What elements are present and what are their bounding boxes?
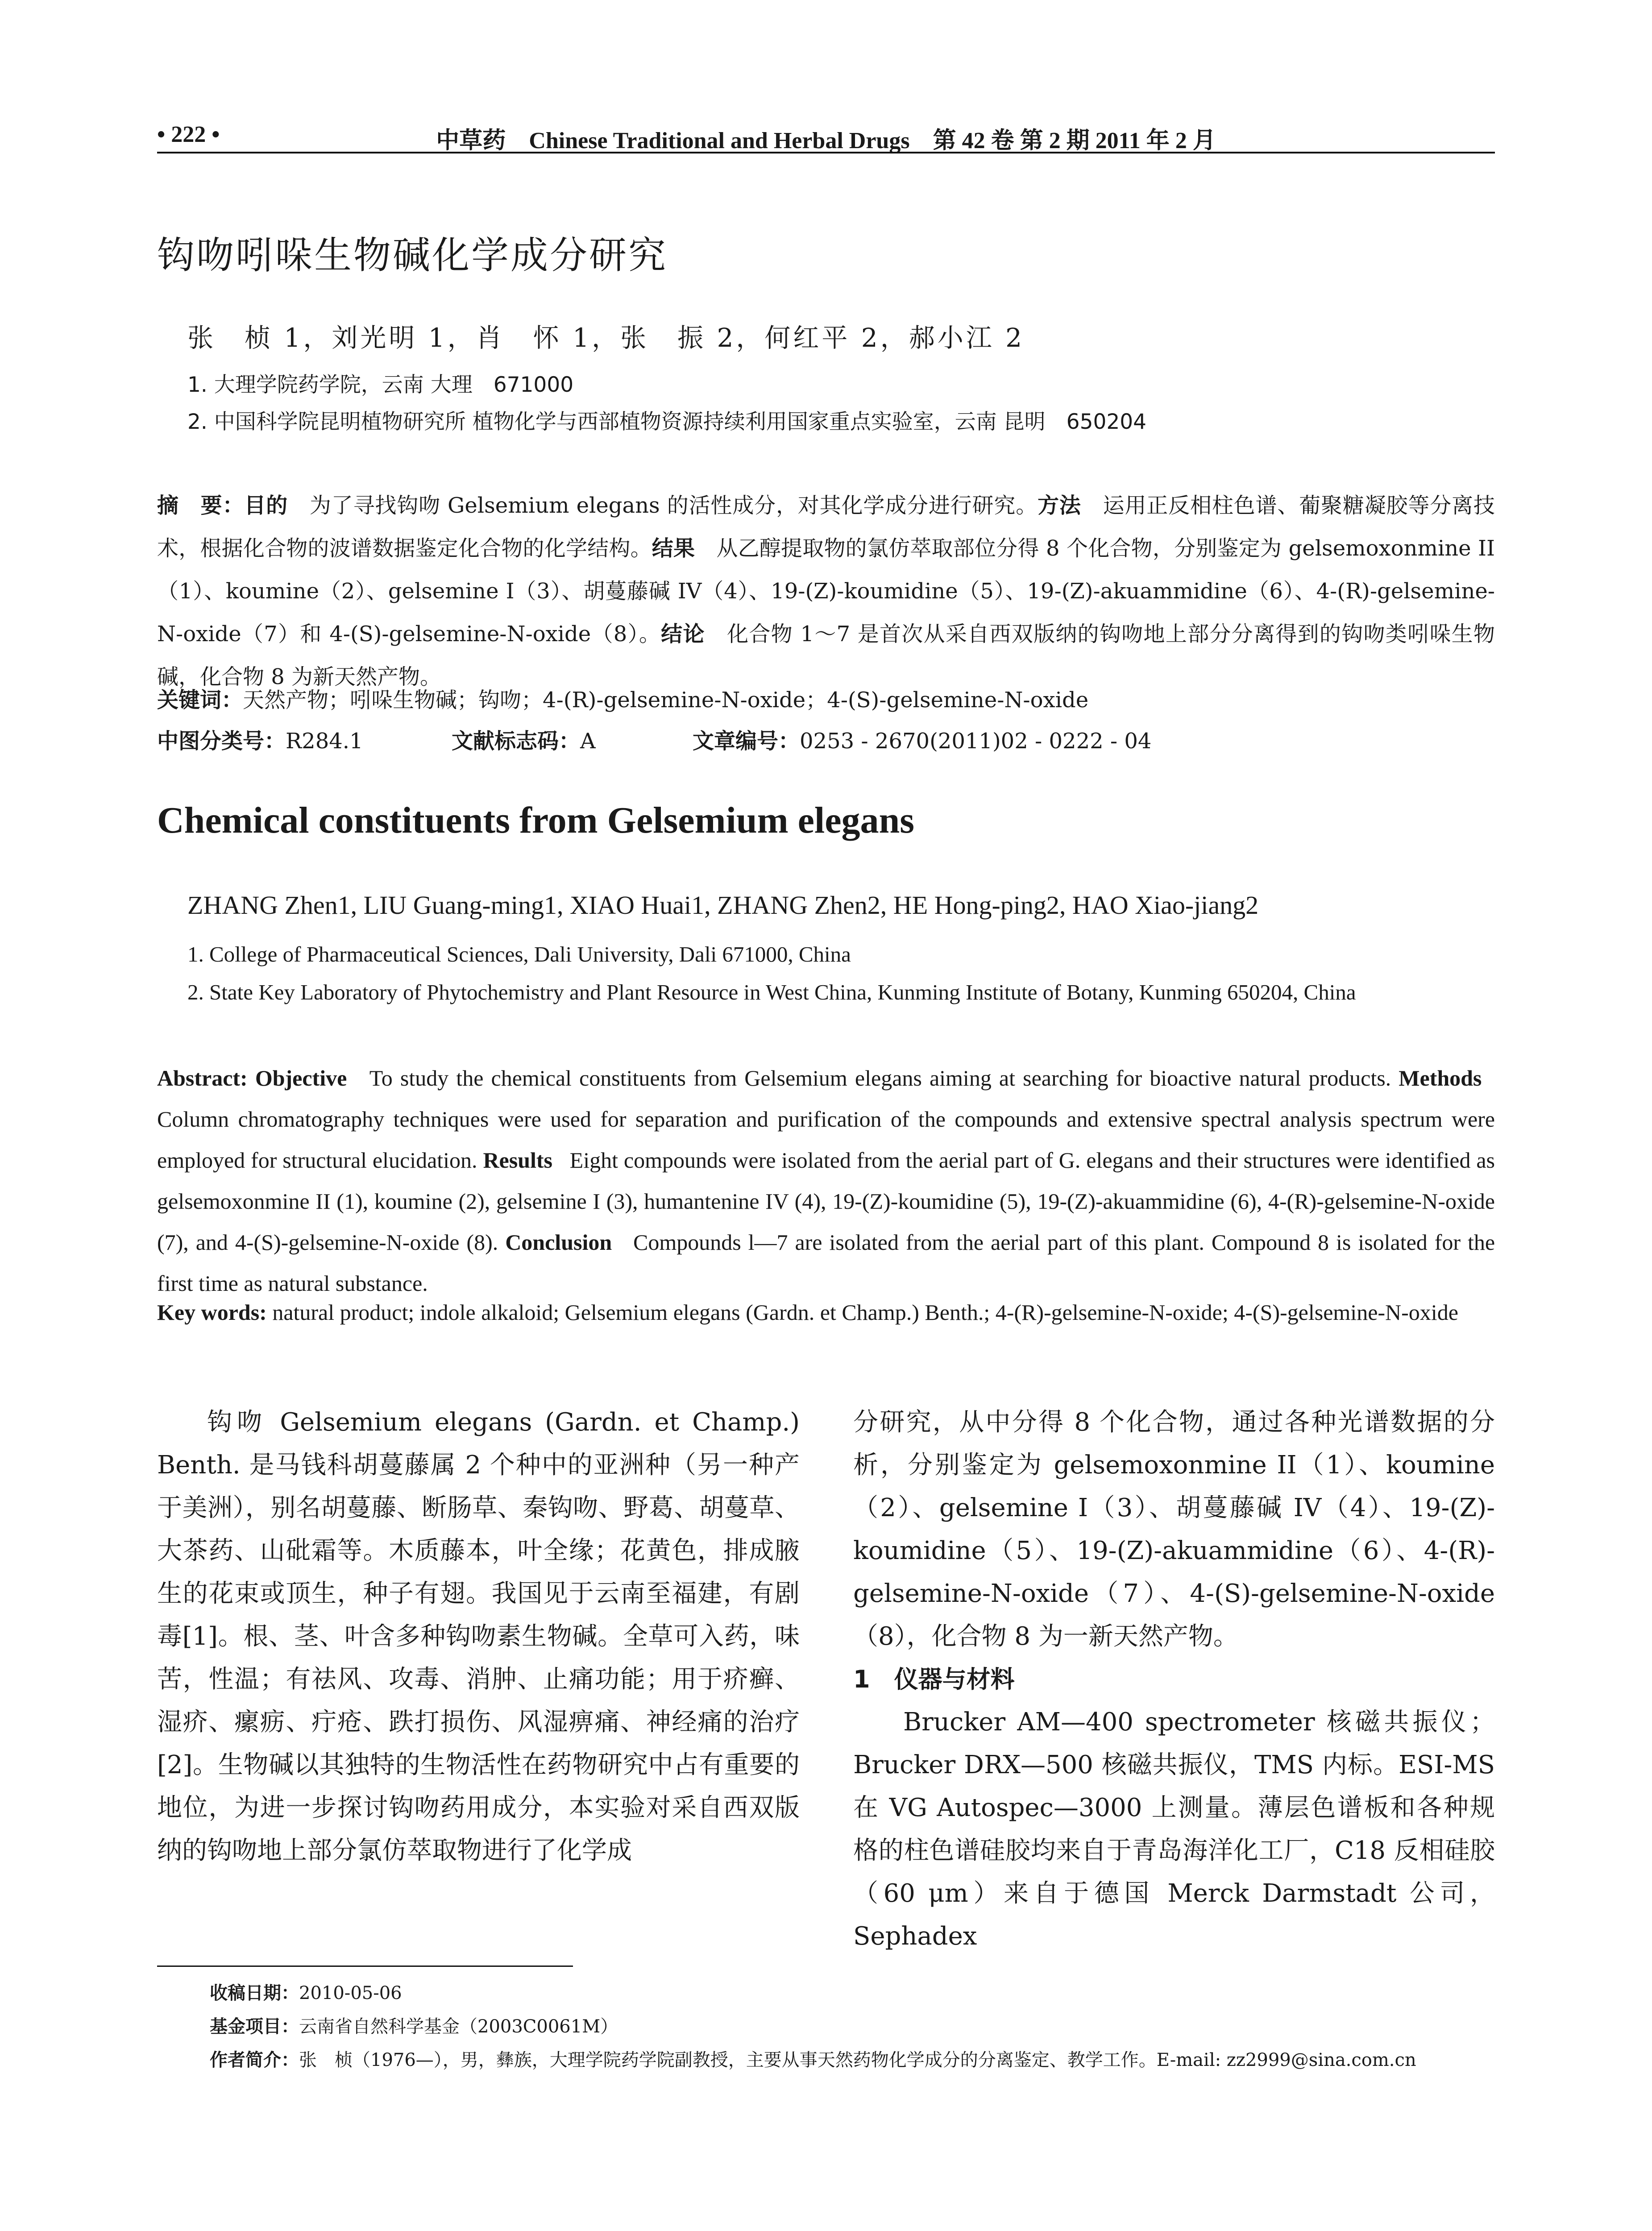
methods-label: 方法 (1038, 493, 1081, 518)
results-label: 结果 (652, 536, 695, 561)
keywords-label: 关键词： (157, 688, 243, 713)
chinese-affiliation-1: 1. 大理学院药学院，云南 大理 671000 (187, 373, 574, 397)
english-affiliation-2: 2. State Key Laboratory of Phytochemistry and Plant Resource in West China, Kunming Institute of Botany, Kunming 650204, China (187, 980, 1356, 1004)
body-column-left (157, 1401, 800, 1872)
en-keywords-label: Key words: (157, 1300, 267, 1325)
results-text: 从乙醇提取物的氯仿萃取部位分得 8 个化合物，分别鉴定为 gelsemoxonmine II（1）、koumine（2）、gelsemine I（3）、胡蔓藤碱 IV（4）、19-(Z)-koumidine（5）、19-(Z)-akuammidine（6）、4-(R)-gelsemine-N-oxide（7）和 4-(S)-gelsemine-N-oxide（8）。 (157, 536, 1495, 647)
keywords-text: 天然产物；吲哚生物碱；钩吻；4-(R)-gelsemine-N-oxide；4-(S)-gelsemine-N-oxide (243, 688, 1089, 713)
chinese-abstract (157, 484, 1495, 698)
objective-label: 目的 (244, 493, 288, 518)
footnote-fund (210, 2012, 618, 2038)
doc-code-label: 文献标志码： (452, 729, 581, 754)
clc-label: 中图分类号： (157, 729, 286, 754)
conclusion-label: 结论 (661, 622, 705, 647)
section-1-heading: 1 仪器与材料 (853, 1665, 1015, 1693)
english-keywords (157, 1292, 1495, 1333)
journal-citation: 中草药 Chinese Traditional and Herbal Drugs 第 42 卷 第 2 期 2011 年 2 月 (436, 128, 1216, 153)
author-bio-text: 张 桢（1976—），男，彝族，大理学院药学院副教授，主要从事天然药物化学成分的分离鉴定、教学工作。E-mail: zz2999@sina.com.cn (299, 2050, 1416, 2070)
en-keywords-text: natural product; indole alkaloid; Gelsemium elegans (Gardn. et Champ.) Benth.; 4-(R)-gelsemine-N-oxide; 4-(S)-gelsemine-N-oxide (272, 1300, 1458, 1325)
en-objective-text: To study the chemical constituents from Gelsemium elegans aiming at searching for bioactive natural products. (369, 1066, 1391, 1091)
author-bio-label: 作者简介： (210, 2050, 299, 2070)
clc-value: R284.1 (286, 729, 363, 754)
fund-text: 云南省自然科学基金（2003C0061M） (299, 2016, 618, 2037)
classification-line (157, 724, 1151, 755)
received-date: 2010-05-06 (299, 1983, 402, 2003)
footnote-received (210, 1979, 402, 2004)
chinese-title: 钩吻吲哚生物碱化学成分研究 (157, 233, 668, 277)
chinese-affiliation-2: 2. 中国科学院昆明植物研究所 植物化学与西部植物资源持续利用国家重点实验室，云南 昆明 650204 (187, 410, 1147, 434)
intro-paragraph: 钩吻 Gelsemium elegans (Gardn. et Champ.) Benth. 是马钱科胡蔓藤属 2 个种中的亚洲种（另一种产于美洲），别名胡蔓藤、断肠草、秦钩吻、野葛、胡蔓草、大茶药、山砒霜等。木质藤本，叶全缘；花黄色，排成腋生的花束或顶生，种子有翅。我国见于云南至福建，有剧毒[1]。根、茎、叶含多种钩吻素生物碱。全草可入药，味苦，性温；有祛风、攻毒、消肿、止痛功能；用于疥癣、湿疥、瘰疬、疔疮、跌打损伤、风湿痹痛、神经痛的治疗[2]。生物碱以其独特的生物活性在药物研究中占有重要的地位，为进一步探讨钩吻药用成分，本实验对采自西双版纳的钩吻地上部分氯仿萃取物进行了化学成 (157, 1408, 800, 1865)
methods-text: 运用正反相柱色谱、葡聚糖凝胶等分离技术，根据化合物的波谱数据鉴定化合物的化学结构。 (157, 493, 1495, 561)
en-conclusion-text: Compounds l—7 are isolated from the aerial part of this plant. Compound 8 is isolated for the first time as natural substance. (157, 1230, 1495, 1296)
english-affiliation-1: 1. College of Pharmaceutical Sciences, Dali University, Dali 671000, China (187, 942, 851, 966)
objective-text: 为了寻找钩吻 Gelsemium elegans 的活性成分，对其化学成分进行研究。 (309, 493, 1038, 518)
en-abstract-label: Abstract: Objective (157, 1066, 347, 1091)
received-label: 收稿日期： (210, 1983, 299, 2003)
en-results-text: Eight compounds were isolated from the aerial part of G. elegans and their structures were identified as gelsemoxonmine II (1), koumine (2), gelsemine I (3), humantenine IV (4), 19-(Z)-koumidine (5), 19-(Z)-akuammidine (6), 4-(R)-gelsemine-N-oxide (7), and 4-(S)-gelsemine-N-oxide (8). (157, 1148, 1495, 1255)
article-number-value: 0253 - 2670(2011)02 - 0222 - 04 (800, 729, 1152, 754)
fund-label: 基金项目： (210, 2016, 299, 2037)
chinese-keywords (157, 683, 1088, 713)
english-authors: ZHANG Zhen1, LIU Guang-ming1, XIAO Huai1, ZHANG Zhen2, HE Hong-ping2, HAO Xiao-jiang2 (187, 891, 1259, 920)
chinese-authors: 张 桢 1，刘光明 1，肖 怀 1，张 振 2，何红平 2，郝小江 2 (187, 323, 1025, 353)
running-header (157, 117, 1495, 153)
en-methods-label: Methods (1399, 1066, 1482, 1091)
section-1-paragraph: Brucker AM—400 spectrometer 核磁共振仪；Brucker DRX—500 核磁共振仪，TMS 内标。ESI-MS 在 VG Autospec—3000 上测量。薄层色谱板和各种规格的柱色谱硅胶均来自于青岛海洋化工厂，C18 反相硅胶（60 μm）来自于德国 Merck Darmstadt 公司，Sephadex (853, 1708, 1495, 1951)
footnote-rule (157, 1966, 573, 1967)
article-number-label: 文章编号： (693, 729, 800, 754)
english-title: Chemical constituents from Gelsemium elegans (157, 800, 914, 841)
en-conclusion-label: Conclusion (505, 1230, 612, 1255)
doc-code-value: A (580, 729, 596, 754)
conclusion-text: 化合物 1～7 是首次从采自西双版纳的钩吻地上部分分离得到的钩吻类吲哚生物碱，化合物 8 为新天然产物。 (157, 622, 1495, 689)
body-column-right (853, 1401, 1495, 1958)
intro-continuation: 分研究，从中分得 8 个化合物，通过各种光谱数据的分析，分别鉴定为 gelsemoxonmine II（1）、koumine（2）、gelsemine I（3）、胡蔓藤碱 IV（4）、19-(Z)-koumidine（5）、19-(Z)-akuammidine（6）、4-(R)-gelsemine-N-oxide（7）、4-(S)-gelsemine-N-oxide（8），化合物 8 为一新天然产物。 (853, 1408, 1495, 1651)
english-abstract (157, 1057, 1495, 1304)
footnote-author (210, 2046, 1416, 2071)
en-results-label: Results (483, 1148, 553, 1173)
abstract-label: 摘 要： (157, 493, 245, 518)
page-number: • 222 • (157, 122, 220, 147)
header-rule (157, 152, 1495, 153)
en-methods-text: Column chromatography techniques were used for separation and purification of the compounds and extensive spectral analysis spectrum were employed for structural elucidation. (157, 1107, 1495, 1173)
